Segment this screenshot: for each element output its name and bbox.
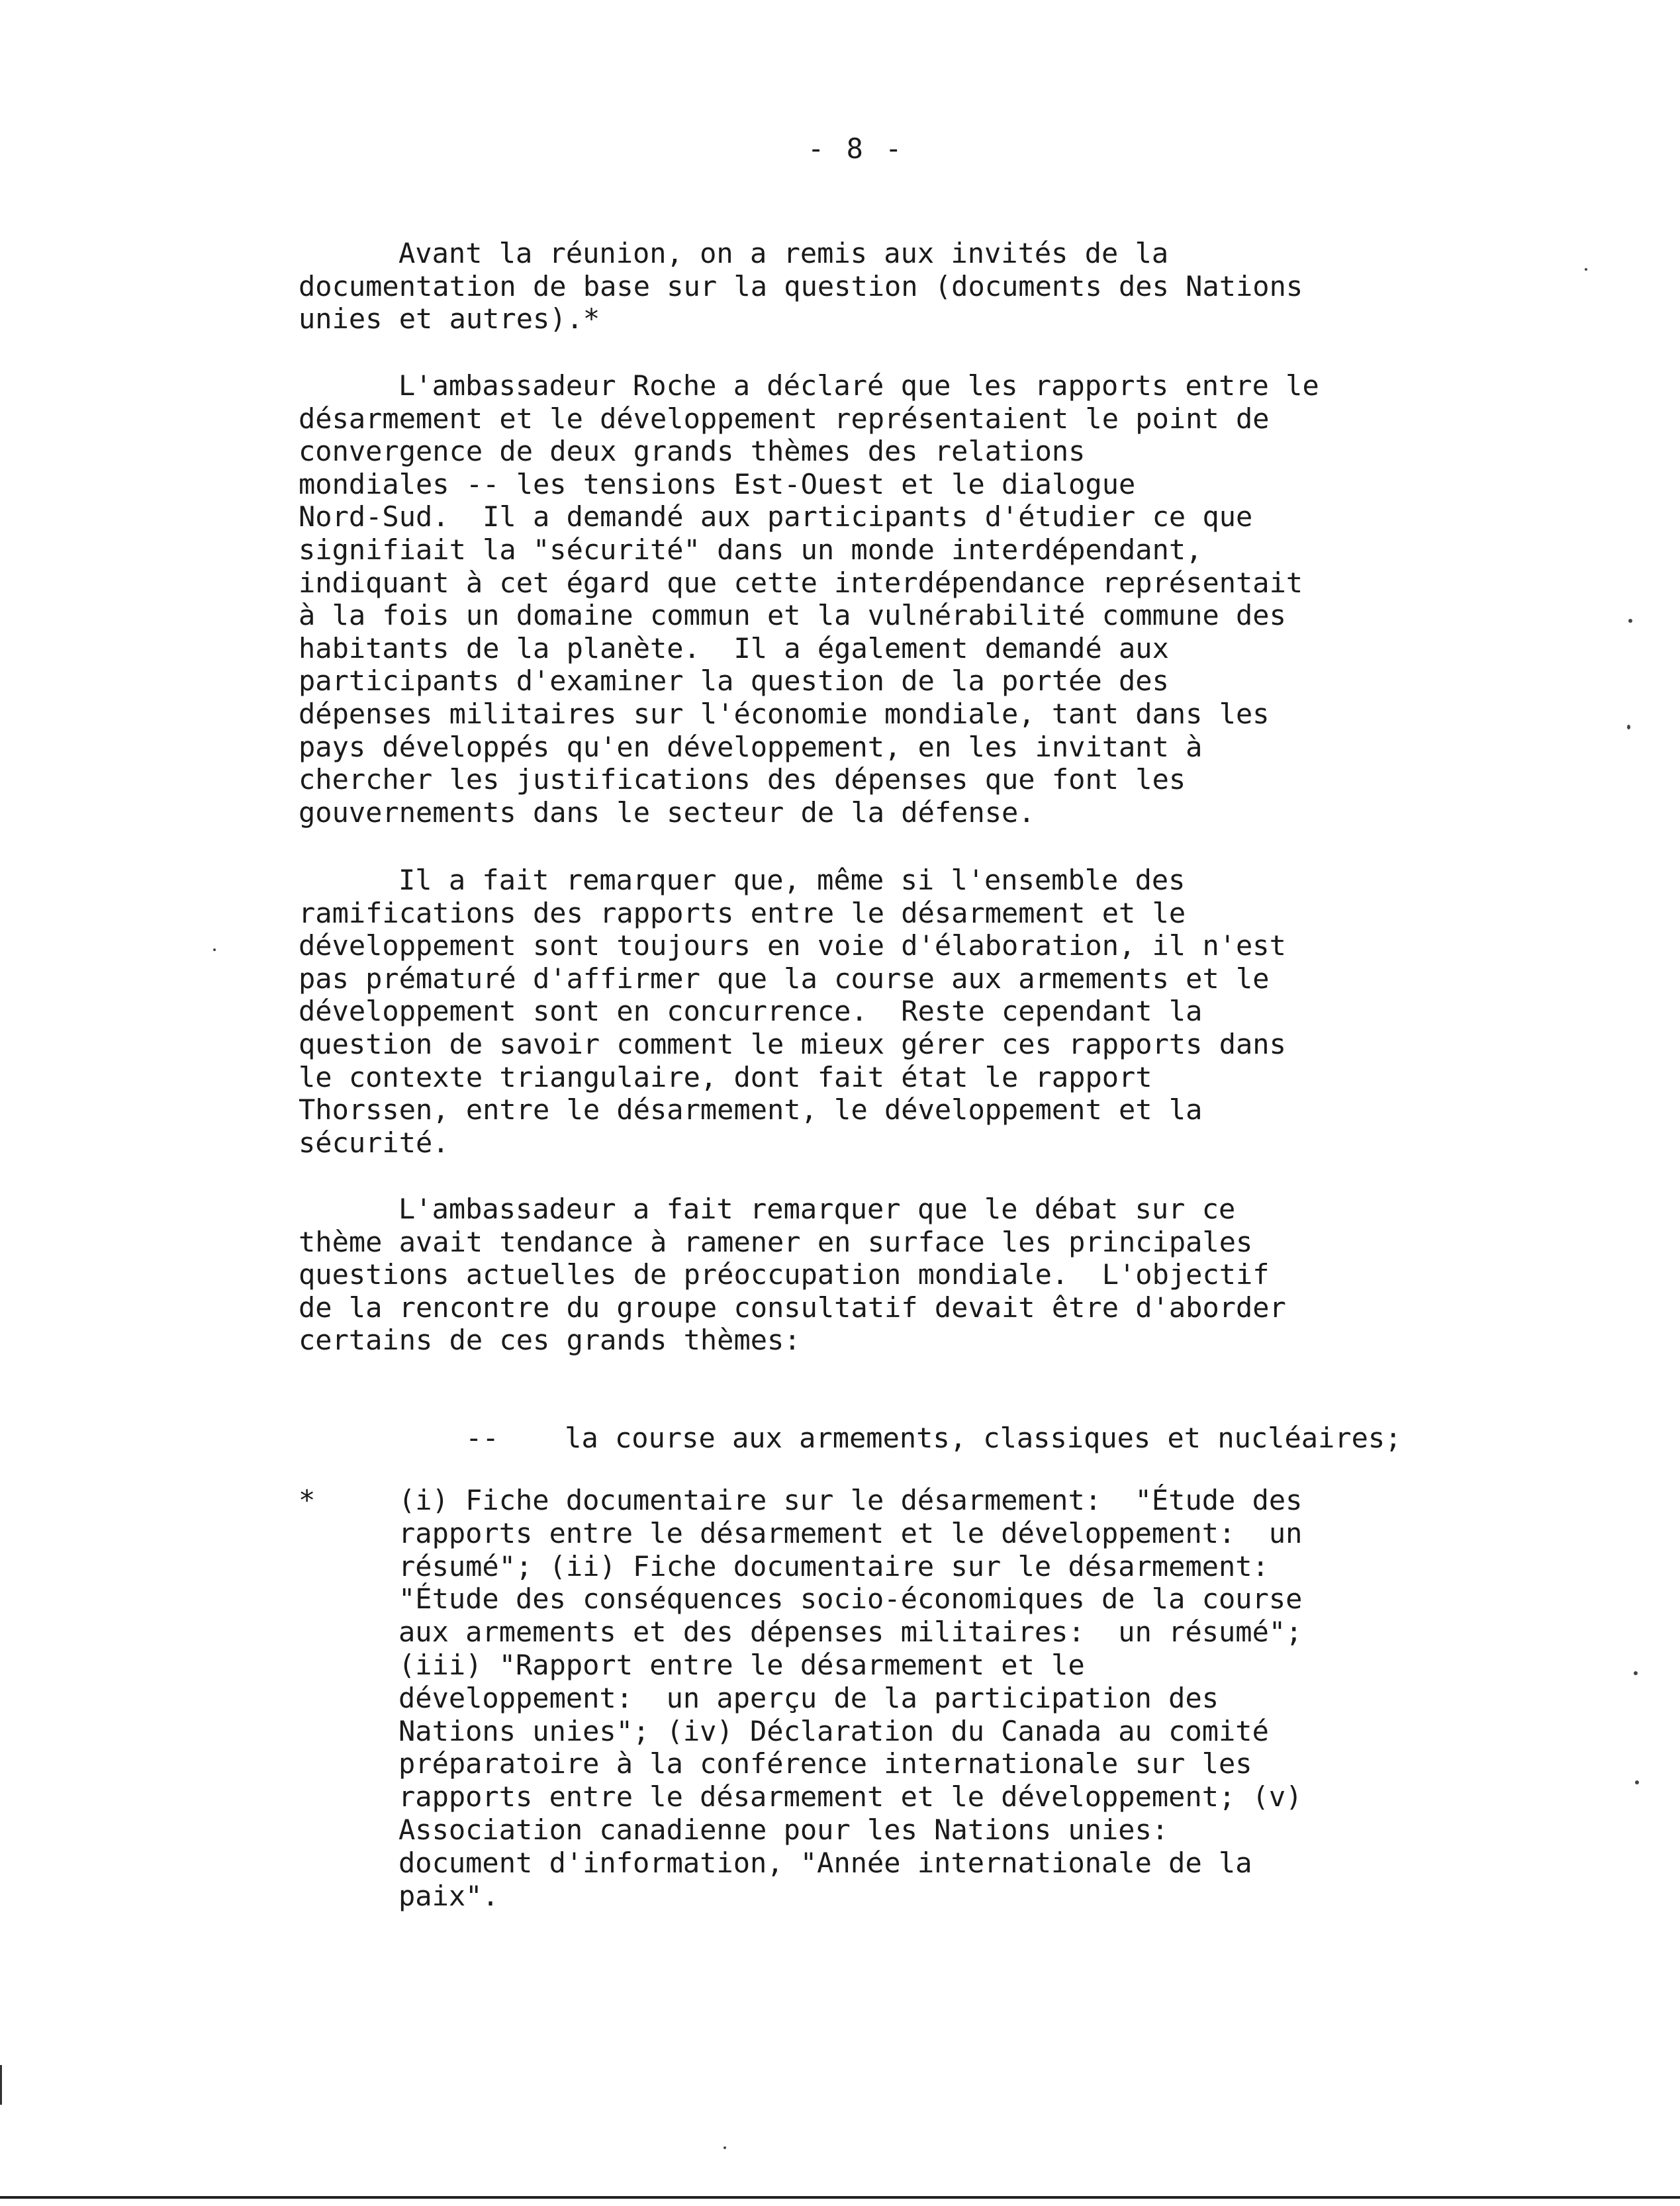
paragraph-line: documentation de base sur la question (documents des Nations bbox=[299, 269, 1303, 302]
paragraph-line: pays développés qu'en développement, en les invitant à bbox=[299, 730, 1203, 763]
scan-speck bbox=[213, 948, 216, 951]
paragraph-1 bbox=[299, 237, 1503, 336]
footnote-line: aux armements et des dépenses militaires: un résumé"; bbox=[398, 1616, 1303, 1649]
paragraph-2 bbox=[299, 369, 1503, 829]
paragraph-4 bbox=[299, 1193, 1503, 1357]
footnote-line: paix". bbox=[398, 1879, 499, 1912]
paragraph-line: de la rencontre du groupe consultatif devait être d'aborder bbox=[299, 1291, 1286, 1324]
paragraph-line: développement sont en concurrence. Reste cependant la bbox=[299, 995, 1203, 1028]
paragraph-line: à la fois un domaine commun et la vulnérabilité commune des bbox=[299, 599, 1286, 632]
paragraph-line: ramifications des rapports entre le désarmement et le bbox=[299, 896, 1186, 929]
paragraph-line: convergence de deux grands thèmes des relations bbox=[299, 435, 1086, 468]
scan-edge-mark bbox=[0, 2065, 2, 2105]
list-item bbox=[398, 1389, 1401, 1488]
paragraph-line: gouvernements dans le secteur de la défense. bbox=[299, 796, 1035, 829]
paragraph-line: sécurité. bbox=[299, 1126, 449, 1159]
paragraph-line: question de savoir comment le mieux gérer ces rapports dans bbox=[299, 1027, 1286, 1060]
footnote-line: rapports entre le désarmement et le développement; (v) bbox=[398, 1780, 1303, 1814]
paragraph-line: L'ambassadeur a fait remarquer que le débat sur ce bbox=[398, 1193, 1236, 1225]
footnote-line: préparatoire à la conférence internationale sur les bbox=[398, 1747, 1252, 1780]
paragraph-line: Thorssen, entre le désarmement, le développement et la bbox=[299, 1093, 1203, 1126]
paragraph-line: L'ambassadeur Roche a déclaré que les rapports entre le bbox=[398, 369, 1319, 402]
scan-speck bbox=[1627, 725, 1630, 729]
footnote-line: (iii) "Rapport entre le désarmement et le bbox=[398, 1648, 1085, 1681]
paragraph-line: questions actuelles de préoccupation mondiale. L'objectif bbox=[299, 1258, 1270, 1291]
paragraph-line: dépenses militaires sur l'économie mondiale, tant dans les bbox=[299, 697, 1270, 730]
footnote-marker: * bbox=[299, 1484, 316, 1516]
paragraph-line: Il a fait remarquer que, même si l'ensemble des bbox=[398, 864, 1186, 896]
paragraph-line: unies et autres).* bbox=[299, 302, 600, 336]
paragraph-line: chercher les justifications des dépenses que font les bbox=[299, 763, 1186, 796]
footnote-line: résumé"; (ii) Fiche documentaire sur le désarmement: bbox=[398, 1549, 1269, 1583]
paragraph-line: développement sont toujours en voie d'élaboration, il n'est bbox=[299, 929, 1286, 962]
paragraph-line: mondiales -- les tensions Est-Ouest et le dialogue bbox=[299, 467, 1136, 500]
paragraph-line: certains de ces grands thèmes: bbox=[299, 1324, 801, 1357]
footnote-line: rapports entre le désarmement et le développement: un bbox=[398, 1516, 1303, 1549]
paragraph-line: pas prématuré d'affirmer que la course aux armements et le bbox=[299, 962, 1270, 995]
footnote bbox=[398, 1484, 1524, 1912]
scan-bottom-edge bbox=[0, 2196, 1680, 2199]
footnote-line: "Étude des conséquences socio-économiques de la course bbox=[398, 1583, 1303, 1616]
scan-speck bbox=[1628, 619, 1632, 623]
paragraph-line: indiquant à cet égard que cette interdépendance représentait bbox=[299, 566, 1303, 599]
paragraph-line: participants d'examiner la question de la portée des bbox=[299, 665, 1169, 698]
paragraph-line: désarmement et le développement représentaient le point de bbox=[299, 402, 1270, 435]
paragraph-3 bbox=[299, 864, 1503, 1159]
footnote-line: document d'information, "Année internationale de la bbox=[398, 1846, 1252, 1879]
footnote-line: Nations unies"; (iv) Déclaration du Canada au comité bbox=[398, 1714, 1269, 1747]
list-item-text: la course aux armements, classiques et nucléaires; bbox=[565, 1422, 1402, 1454]
scan-speck bbox=[1634, 1671, 1638, 1675]
paragraph-line: le contexte triangulaire, dont fait état le rapport bbox=[299, 1060, 1152, 1093]
paragraph-line: signifiait la "sécurité" dans un monde interdépendant, bbox=[299, 533, 1203, 566]
scan-speck bbox=[723, 2146, 726, 2149]
list-marker: -- bbox=[465, 1422, 499, 1454]
paragraph-line: habitants de la planète. Il a également demandé aux bbox=[299, 631, 1169, 665]
footnote-line: (i) Fiche documentaire sur le désarmement: "Étude des bbox=[398, 1484, 1303, 1516]
scan-speck bbox=[1585, 268, 1587, 271]
paragraph-line: Avant la réunion, on a remis aux invités de la bbox=[398, 237, 1169, 269]
footnote-line: Association canadienne pour les Nations unies: bbox=[398, 1813, 1169, 1846]
paragraph-line: thème avait tendance à ramener en surface les principales bbox=[299, 1225, 1253, 1258]
page-number: - 8 - bbox=[808, 132, 905, 165]
scan-speck bbox=[1635, 1780, 1639, 1784]
paragraph-line: Nord-Sud. Il a demandé aux participants d'étudier ce que bbox=[299, 500, 1253, 533]
footnote-line: développement: un aperçu de la participation des bbox=[398, 1681, 1219, 1714]
